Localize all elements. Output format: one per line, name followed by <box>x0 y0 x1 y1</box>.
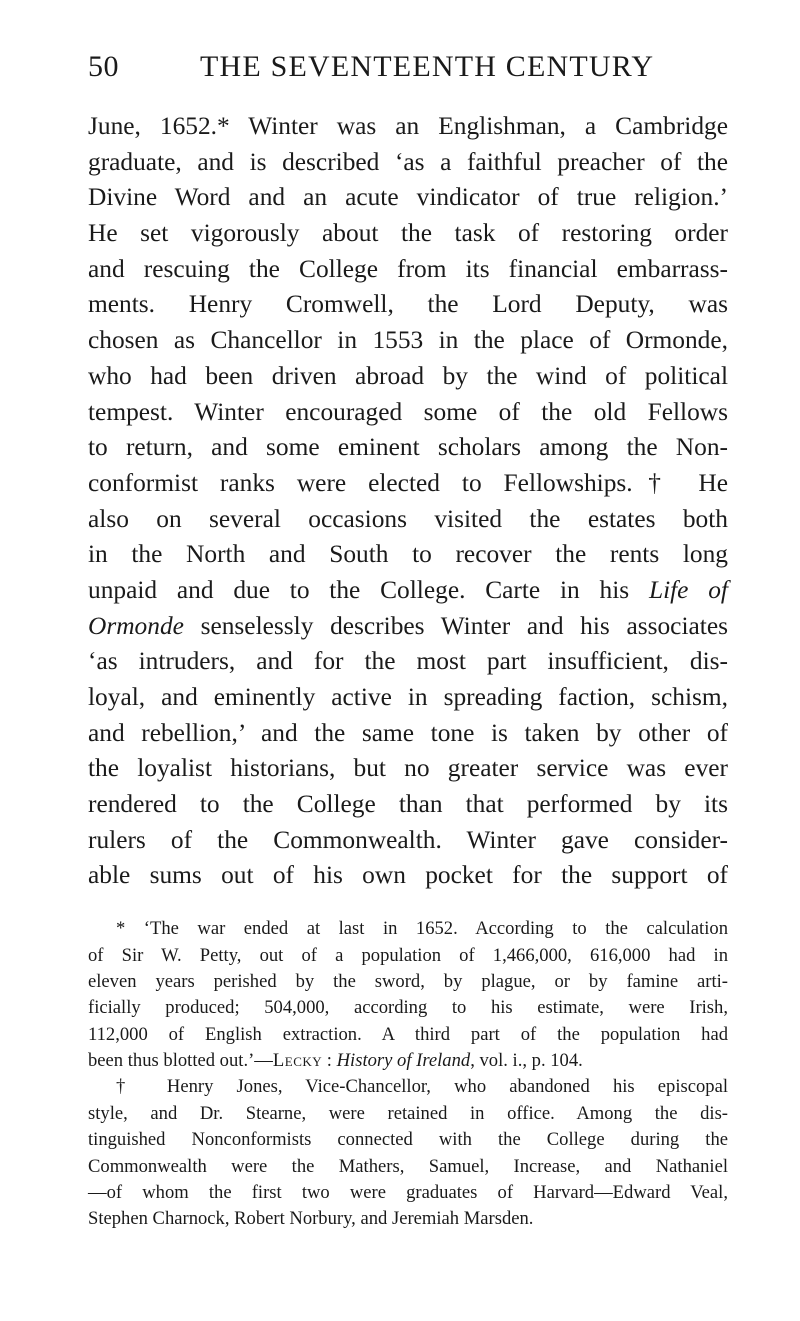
body-line: conformist ranks were elected to Fellowships.† He <box>88 468 728 497</box>
body-line-text: senselessly describes Winter and his associates <box>200 611 728 640</box>
footnote-sep: : <box>322 1050 337 1072</box>
footnote-line: ficially produced; 504,000, according to his estimate, were Irish, <box>88 997 728 1019</box>
body-line-text: unpaid and due to the College. Carte in his <box>88 575 630 604</box>
footnote-line: † Henry Jones, Vice-Chancellor, who abandoned his episcopal <box>116 1076 728 1098</box>
body-line <box>88 573 728 609</box>
body-line: who had been driven abroad by the wind of political <box>88 361 728 390</box>
body-text <box>88 109 728 894</box>
body-line: graduate, and is described ‘as a faithful preacher of the <box>88 147 728 176</box>
footnote-citation: , vol. i., p. 104. <box>470 1050 583 1072</box>
footnote-dagger <box>88 1074 728 1232</box>
body-line: and rescuing the College from its financial embarrass- <box>88 254 728 283</box>
body-line: ‘as intruders, and for the most part insufficient, dis- <box>88 647 728 676</box>
footnote-line: 112,000 of English extraction. A third part of the population had <box>88 1023 728 1045</box>
body-line: in the North and South to recover the rents long <box>88 540 728 569</box>
footnote-line: of Sir W. Petty, out of a population of 1,466,000, 616,000 had in <box>88 944 728 966</box>
running-head <box>88 50 728 94</box>
body-line: Divine Word and an acute vindicator of true religion.’ <box>88 183 728 212</box>
body-line: able sums out of his own pocket for the support of <box>88 861 728 890</box>
footnote-line: eleven years perished by the sword, by plague, or by famine arti- <box>88 970 728 992</box>
footnote-star <box>88 916 728 1074</box>
book-title-life-of: Life of <box>648 575 728 604</box>
body-line: loyal, and eminently active in spreading faction, schism, <box>88 683 728 711</box>
footnotes <box>88 916 728 1233</box>
book-title-ormonde: Ormonde <box>88 611 184 640</box>
running-title: THE SEVENTEENTH CENTURY <box>200 50 655 83</box>
page-number: 50 <box>88 50 119 83</box>
footnote-line <box>88 1048 728 1074</box>
footnote-text: been thus blotted out.’— <box>88 1050 273 1072</box>
body-line: and rebellion,’ and the same tone is taken by other of <box>88 718 728 747</box>
body-line: the loyalist historians, but no greater service was ever <box>88 754 728 783</box>
body-line: He set vigorously about the task of restoring order <box>88 219 728 248</box>
body-line: ments. Henry Cromwell, the Lord Deputy, was <box>88 290 728 319</box>
footnote-line: Stephen Charnock, Robert Norbury, and Jeremiah Marsden. <box>88 1208 534 1230</box>
footnote-line: * ‘The war ended at last in 1652. According to the calculation <box>116 918 728 940</box>
body-line: June, 1652.* Winter was an Englishman, a Cambridge <box>88 112 728 140</box>
body-line: rulers of the Commonwealth. Winter gave consider- <box>88 825 728 854</box>
footnote-line: style, and Dr. Stearne, were retained in office. Among the dis- <box>88 1102 728 1124</box>
footnote-line: tinguished Nonconformists connected with the College during the <box>88 1129 728 1151</box>
body-line: tempest. Winter encouraged some of the old Fellows <box>88 397 728 426</box>
footnote-line: —of whom the first two were graduates of Harvard—Edward Veal, <box>88 1182 728 1204</box>
book-title-history-of-ireland: History of Ireland <box>336 1050 471 1072</box>
body-line: rendered to the College than that performed by its <box>88 790 728 819</box>
body-line: also on several occasions visited the estates both <box>88 504 728 533</box>
footnote-line: Commonwealth were the Mathers, Samuel, Increase, and Nathaniel <box>88 1155 728 1177</box>
body-line: to return, and some eminent scholars among the Non- <box>88 433 728 462</box>
book-page <box>88 50 728 1233</box>
body-line: chosen as Chancellor in 1553 in the place of Ormonde, <box>88 326 728 355</box>
body-line <box>88 609 728 645</box>
author-lecky: Lecky <box>272 1050 323 1072</box>
